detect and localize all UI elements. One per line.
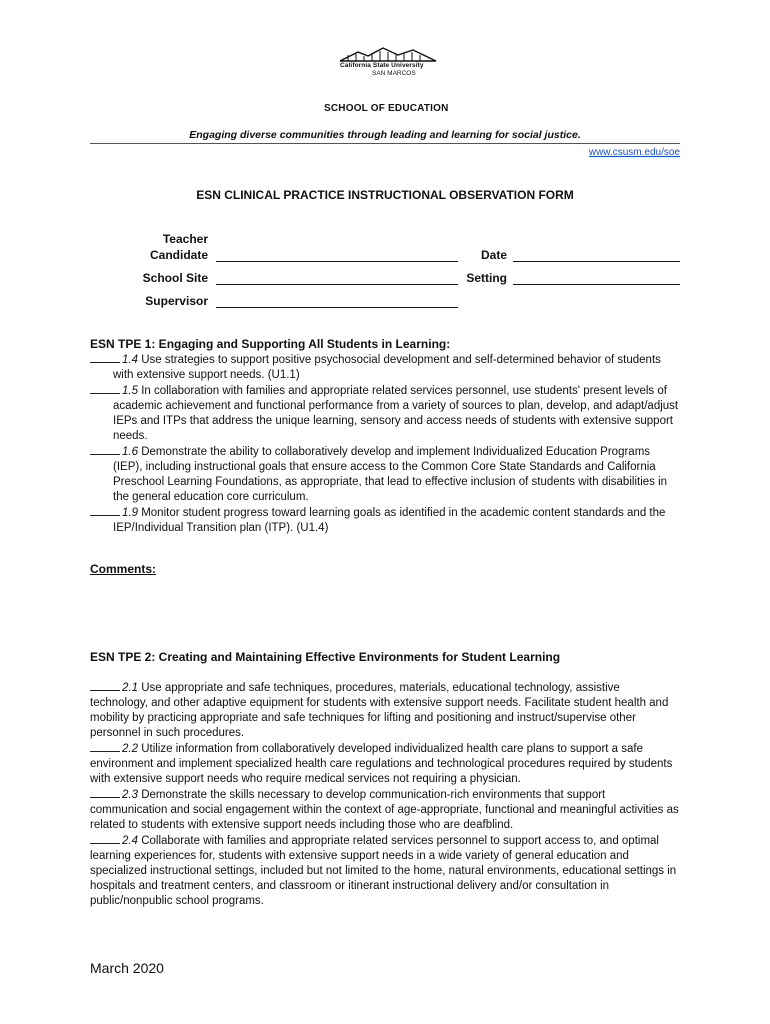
teacher-label-line2: Candidate [149, 248, 208, 262]
comments-label: Comments: [90, 562, 157, 576]
rating-blank[interactable] [90, 833, 120, 844]
supervisor-label: Supervisor [145, 294, 208, 308]
rating-blank[interactable] [90, 383, 120, 394]
tpe2-item: 2.1 Use appropriate and safe techniques, procedures, materials, educational technology, assistive technology, and other adaptive equipment for students with extensive support needs. Facilitate student health and mobility by practicing appropriate and safe techniques for lifting and positioning and instruct/supervise other personnel in such procedures. [90, 682, 669, 739]
rating-blank[interactable] [90, 741, 120, 752]
tpe1-item: 1.9 Monitor student progress toward learning goals as identified in the academic content standards and the IEP/Individual Transition plan (ITP). (U1.4) [90, 505, 680, 536]
tpe1-item-list [90, 352, 680, 536]
rating-blank[interactable] [90, 680, 120, 691]
logo-campus-name: SAN MARCOS [372, 70, 416, 77]
rating-blank[interactable] [90, 444, 120, 455]
tpe2-item: 2.2 Utilize information from collaboratively developed individualized health care plans to support a safe environment and implement specialized health care regulations and technological procedures required by students with extensive support needs who require medical services not requiring a physician. [90, 743, 673, 785]
mountain-logo-icon [338, 46, 438, 62]
form-title: ESN CLINICAL PRACTICE INSTRUCTIONAL OBSERVATION FORM [196, 188, 574, 202]
tpe1-item: 1.5 In collaboration with families and appropriate related services personnel, use students' present levels of academic achievement and functional performance from a variety of sources to plan, develop, and adapt/adjust IEPs and ITPs that address the unique learning, sensory and access needs of students with extensive support needs. [90, 383, 680, 444]
header-divider [90, 143, 680, 144]
tpe2-item: 2.3 Demonstrate the skills necessary to develop communication-rich environments that support communication and social engagement within the context of age-appropriate, functional and meaningful activities as related to students with extensive support needs including those who are deafblind. [90, 789, 679, 831]
teacher-label-line1: Teacher [162, 232, 208, 246]
supervisor-field[interactable] [216, 307, 458, 308]
school-site-label: School Site [142, 271, 208, 285]
tagline: Engaging diverse communities through leading and learning for social justice. [189, 129, 581, 141]
setting-label: Setting [466, 271, 507, 285]
rating-blank[interactable] [90, 505, 120, 516]
school-site-field[interactable] [216, 284, 458, 285]
footer-date: March 2020 [90, 960, 164, 976]
setting-field[interactable] [513, 284, 680, 285]
tpe2-item: 2.4 Collaborate with families and appropriate related services personnel to support access to, and optimal learning experiences for, students with extensive support needs in a wide variety of general education and specialized instructional settings, included but not limited to the home, natural environments, educational settings in hospitals and treatment centers, and classroom or itinerant instructional delivery and/or consultation in public/nonpublic school programs. [90, 835, 677, 907]
tpe1-item: 1.6 Demonstrate the ability to collaboratively develop and implement Individualized Education Programs (IEP), including instructional goals that ensure access to the Common Core State Standards and California Preschool Learning Foundations, as appropriate, that lead to effective inclusion of students with disabilities in the general education core curriculum. [90, 444, 680, 505]
tpe1-item: 1.4 Use strategies to support positive psychosocial development and self-determined behavior of students with extensive support needs. (U1.1) [90, 352, 680, 383]
rating-blank[interactable] [90, 352, 120, 363]
logo-school-name: SCHOOL OF EDUCATION [324, 103, 449, 114]
tpe2-heading: ESN TPE 2: Creating and Maintaining Effective Environments for Student Learning [90, 650, 561, 664]
website-link[interactable]: www.csusm.edu/soe [588, 147, 680, 158]
logo-university-name: California State University [340, 62, 424, 69]
tpe2-item-list [90, 680, 680, 909]
tpe1-heading: ESN TPE 1: Engaging and Supporting All Students in Learning: [90, 337, 451, 351]
university-logo [320, 46, 455, 116]
date-field[interactable] [513, 261, 680, 262]
teacher-candidate-field[interactable] [216, 261, 458, 262]
rating-blank[interactable] [90, 787, 120, 798]
date-label: Date [480, 248, 507, 262]
